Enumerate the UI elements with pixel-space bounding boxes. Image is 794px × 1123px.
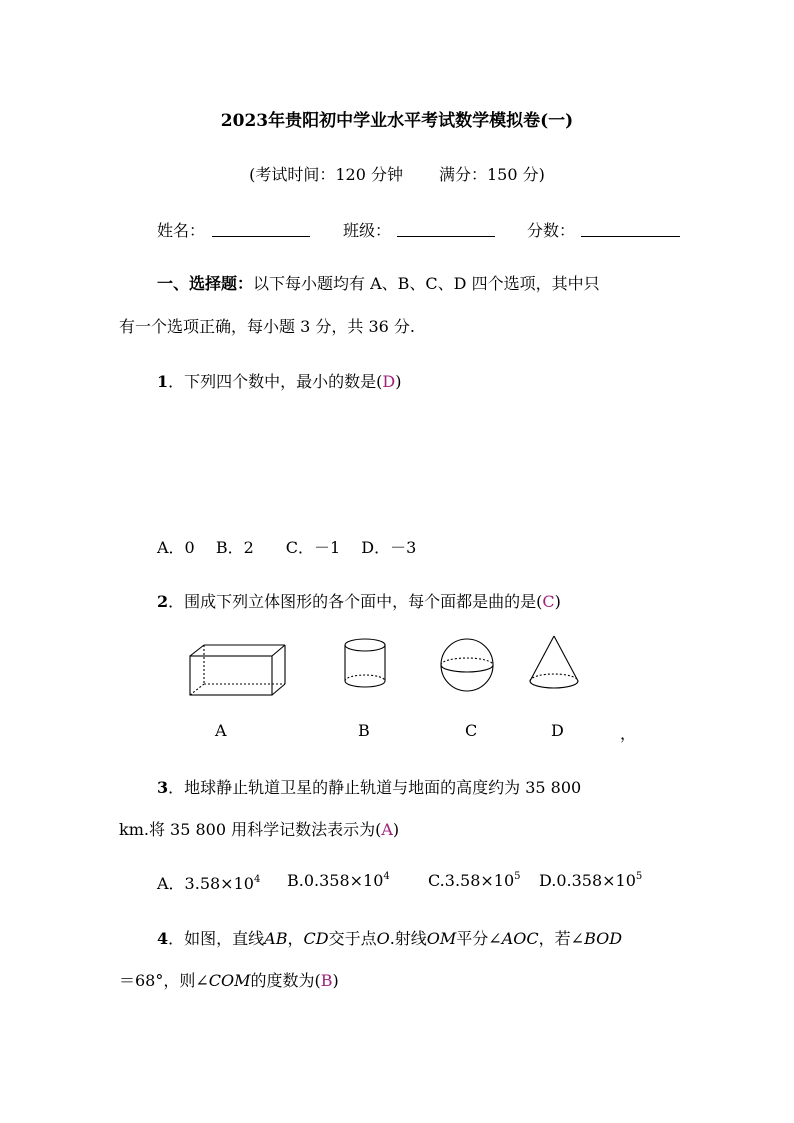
section-instructions: 以下每小题均有 A、B、C、D 四个选项，其中只	[253, 274, 600, 293]
cuboid-figure	[185, 640, 290, 700]
question-4-line-2: ＝68°，则∠COM的度数为(B)	[119, 971, 339, 990]
question-1	[157, 369, 401, 392]
class-blank	[397, 236, 495, 237]
close-paren: )	[395, 372, 402, 391]
question-number: 4	[157, 929, 169, 948]
close-paren: )	[554, 592, 561, 611]
question-3	[157, 775, 581, 798]
question-stem: ．地球静止轨道卫星的静止轨道与地面的高度约为 35 800	[168, 778, 582, 797]
figure-label-b: B	[358, 721, 370, 740]
question-1-options: A．0 B．2 C．－1 D．－3	[157, 538, 417, 557]
question-number: 3	[157, 778, 169, 797]
exam-time: (考试时间：120 分钟	[249, 165, 403, 184]
answer: C	[542, 592, 555, 611]
figure-label-a: A	[215, 721, 227, 740]
close-paren: )	[332, 971, 339, 990]
score-blank	[581, 236, 680, 237]
figure-label-c: C	[465, 721, 478, 740]
question-stem-2: km.将 35 800 用科学记数法表示为(	[119, 820, 382, 839]
class-label: 班级：	[343, 221, 392, 240]
score-label: 分数：	[527, 221, 576, 240]
section-title: 一、选择题：	[157, 274, 254, 293]
question-3-line-2	[119, 817, 399, 840]
figure-label-d: D	[551, 721, 564, 740]
full-score: 满分：150 分)	[439, 165, 545, 184]
question-3-option-b: $B.0.358\times 10^4$	[287, 871, 390, 890]
question-2	[157, 589, 561, 612]
cylinder-figure	[340, 635, 390, 691]
question-4: 4．如图，直线AB，CD交于点O.射线OM平分∠AOC，若∠BOD	[157, 929, 623, 948]
figure-comma: ，	[620, 724, 637, 743]
question-number: 2	[157, 592, 169, 611]
question-stem: ．下列四个数中，最小的数是(	[168, 372, 383, 391]
name-label: 姓名：	[157, 221, 206, 240]
page-title: 2023年贵阳初中学业水平考试数学模拟卷(一)	[220, 111, 574, 131]
section-heading	[157, 271, 600, 294]
cone-figure	[525, 632, 585, 692]
answer: D	[382, 372, 396, 391]
section-instructions-2: 有一个选项正确，每小题 3 分，共 36 分.	[119, 317, 415, 336]
answer: B	[320, 971, 333, 990]
question-3-option-a: A．$3.58\times 10^4$	[157, 874, 261, 893]
answer: A	[381, 820, 393, 839]
question-number: 1	[157, 372, 169, 391]
question-stem: ．围成下列立体图形的各个面中，每个面都是曲的是(	[168, 592, 543, 611]
question-3-option-d: $D.0.358\times 10^5$	[539, 871, 643, 890]
sphere-figure	[436, 636, 498, 696]
question-3-option-c: $C.3.58\times 10^5$	[428, 871, 521, 890]
exam-info	[0, 162, 794, 185]
name-blank	[212, 236, 310, 237]
close-paren: )	[392, 820, 400, 839]
